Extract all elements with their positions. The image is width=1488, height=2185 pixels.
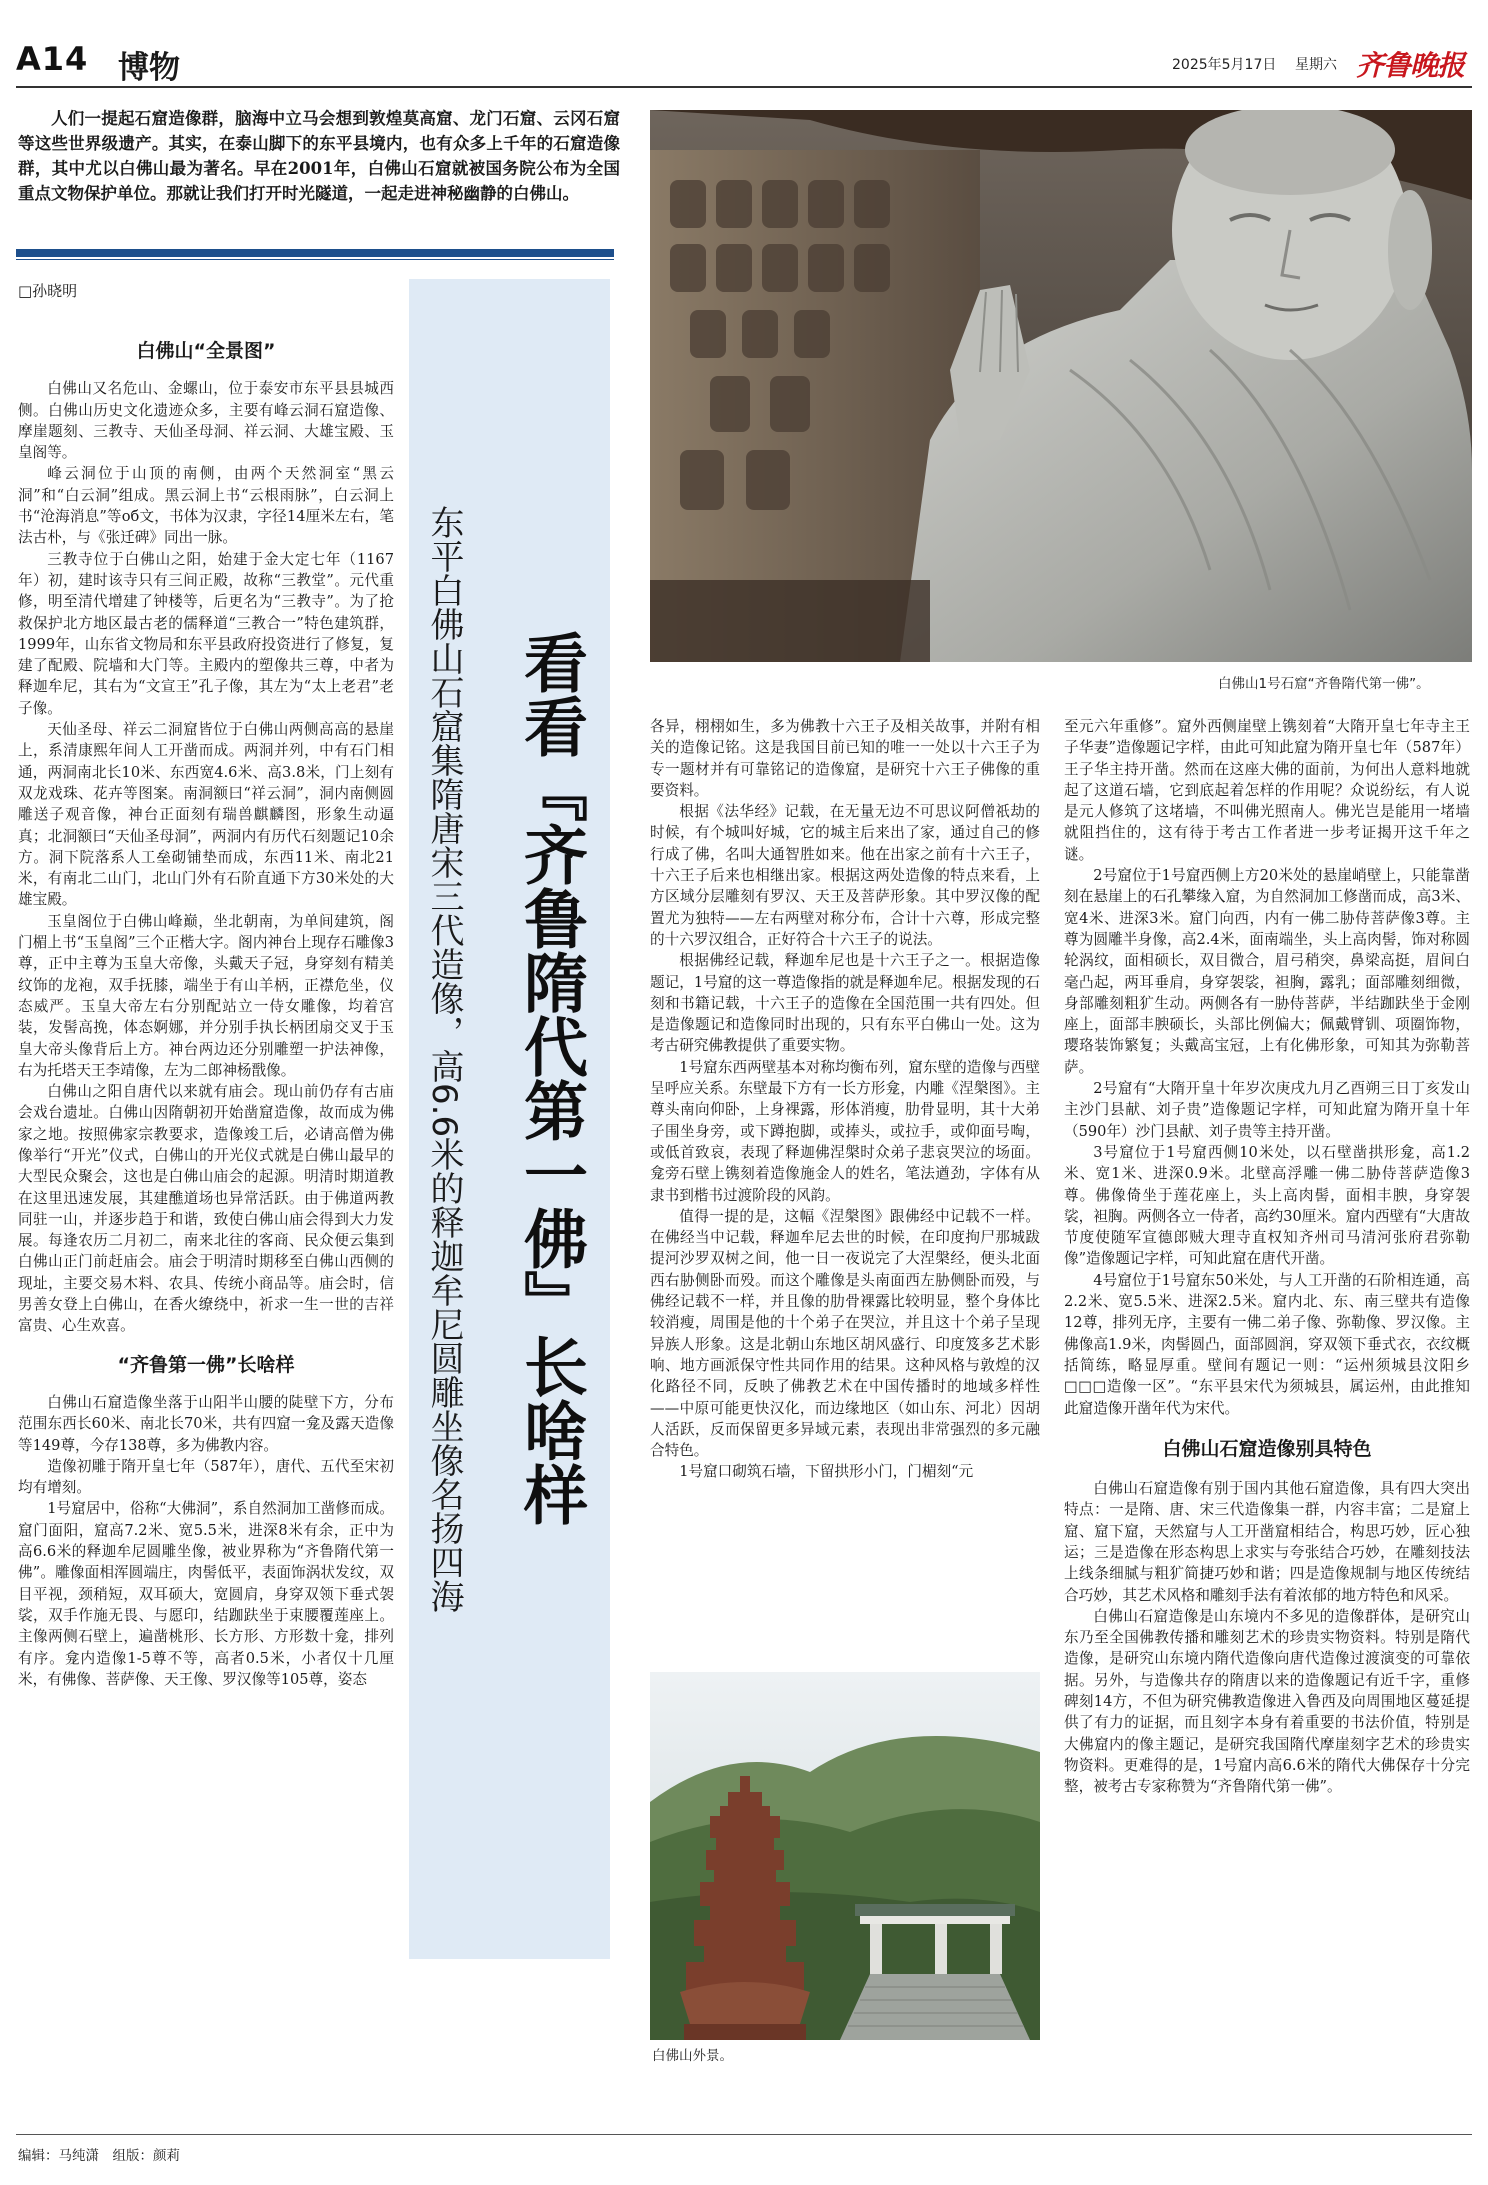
lead-divider-thin	[16, 259, 614, 260]
header-rule	[16, 86, 1472, 88]
article-column-1	[18, 339, 394, 1690]
footer-rule	[16, 2134, 1472, 2135]
mountain-scene-image	[650, 1672, 1040, 2040]
paragraph: 天仙圣母、祥云二洞窟皆位于白佛山两侧高高的悬崖上，系清康熙年间人工开凿而成。两洞并列，中有石门相通，两洞南北长10米、东西宽4.6米、高3.8米，门上刻有双龙戏珠、花卉等图案。南洞额曰“祥云洞”，洞内南侧圆雕送子观音像，神台正面刻有瑞兽麒麟图，形象生动逼真；北洞额曰“天仙圣母洞”，两洞内有历代石刻题记10余方。洞下院落系人工垒砌铺垫而成，东西11米、南北21米，有南北二山门，北山门外有石阶直通下方30米处的大雄宝殿。	[18, 721, 394, 909]
paragraph: 4号窟位于1号窟东50米处，与人工开凿的石阶相连通，高2.2米、宽5.5米、进深2.5米。窟内北、东、南三壁共有造像12尊，排列无序，主要有一佛二弟子像、弥勒像、罗汉像。主佛像高1.9米，肉髻圆凸，面部圆润，穿双领下垂式衣，衣纹概括简练，略显厚重。壁间有题记一则：“运州须城县汶阳乡□□□造像一区”。“东平县宋代为须城县，属运州，由此推知此窟造像开凿年代为宋代。	[1064, 1271, 1470, 1417]
issue-date: 2025年5月17日	[1172, 57, 1277, 73]
byline: □孙晓明	[18, 282, 78, 300]
top-photo-caption: 白佛山1号石窟“齐鲁隋代第一佛”。	[1218, 676, 1430, 692]
paragraph: 三教寺位于白佛山之阳，始建于金大定七年（1167年）初，建时该寺只有三间正殿，故称“三教堂”。元代重修，明至清代增建了钟楼等，后更名为“三教寺”。为了抢救保护北方地区最古老的儒释道“三教合一”特色建筑群，1999年，山东省文物局和东平县政府投资进行了修复，复建了配殿、院墙和大门等。主殿内的塑像共三尊，中者为释迦牟尼，其右为“文宣王”孔子像，其左为“太上老君”老子像。	[18, 550, 394, 717]
paragraph: 白佛山又名危山、金螺山，位于泰安市东平县县城西侧。白佛山历史文化遗迹众多，主要有峰云洞石窟造像、摩崖题刻、三教寺、天仙圣母洞、祥云洞、大雄宝殿、玉皇阁等。	[18, 380, 394, 462]
subhead-first-buddha: “齐鲁第一佛”长啥样	[117, 1353, 295, 1376]
paragraph: 白佛山石窟造像坐落于山阳半山腰的陡壁下方，分布范围东西长60米、南北长70米，共有四窟一龛及露天造像等149尊，今存138尊，多为佛教内容。	[18, 1393, 394, 1454]
lead-paragraph: 人们一提起石窟造像群，脑海中立马会想到敦煌莫高窟、龙门石窟、云冈石窟等这些世界级遗产。其实，在泰山脚下的东平县境内，也有众多上千年的石窟造像群，其中尤以白佛山最为著名。早在2001年，白佛山石窟就被国务院公布为全国重点文物保护单位。那就让我们打开时光隧道，一起走进神秘幽静的白佛山。	[18, 109, 620, 203]
paragraph: 2号窟有“大隋开皇十年岁次庚戌九月乙酉朔三日丁亥发山主沙门县献、刘子贵”造像题记字样，可知此窟为隋开皇十年（590年）沙门县献、刘子贵等主持开凿。	[1064, 1080, 1470, 1140]
bottom-photo-caption: 白佛山外景。	[652, 2048, 733, 2064]
buddha-photo	[650, 110, 1472, 662]
editor-credits: 编辑：马纯潇 组版：颜莉	[18, 2148, 180, 2164]
issue-weekday: 星期六	[1295, 57, 1337, 73]
paragraph: 根据佛经记载，释迦牟尼也是十六王子之一。根据造像题记，1号窟的这一尊造像指的就是释迦牟尼。根据发现的石刻和书籍记载，十六王子的造像在全国范围一共有四处。但是造像题记和造像同时出现的，只有东平白佛山一处。这为考古研究佛教提供了重要实物。	[650, 952, 1040, 1055]
paragraph: 玉皇阁位于白佛山峰巅，坐北朝南，为单间建筑，阁门楣上书“玉皇阁”三个正楷大字。阁内神台上现存石雕像3尊，正中主尊为玉皇大帝像，头戴天子冠，身穿刻有精美纹饰的龙袍，双手抚膝，端坐于有山羊柄，正襟危坐，仪态威严。玉皇大帝左右分别配站立一侍女雕像，均着宫装，发髻高挽，体态婀娜，并分别手执长柄团扇交叉于玉皇大帝头像背后上方。神台两边还分别雕塑一护法神像，右为托塔天王李靖像，左为二郎神杨戬像。	[18, 912, 394, 1079]
section-name: 博物	[118, 50, 180, 86]
headline: 看看『齐鲁隋代第一佛』长啥样	[513, 630, 588, 1526]
paragraph: 白佛山石窟造像有别于国内其他石窟造像，具有四大突出特点：一是隋、唐、宋三代造像集一群，内容丰富；二是窟上窟、窟下窟，天然窟与人工开凿窟相结合，构思巧妙，匠心独运；三是造像在形态构思上求实与夸张结合巧妙，在雕刻技法上线条细腻与粗犷简捷巧妙和谐；四是造像规制与地区传统结合巧妙，其艺术风格和雕刻手法有着浓郁的地方特色和风采。	[1064, 1480, 1470, 1604]
paragraph: 造像初雕于隋开皇七年（587年），唐代、五代至宋初均有增刻。	[18, 1457, 394, 1497]
paragraph: 1号窟口砌筑石墙，下留拱形小门，门楣刻“元	[679, 1463, 974, 1481]
paragraph: 1号窟东西两壁基本对称均衡布列，窟东壁的造像与西壁呈呼应关系。东壁最下方有一长方形龛，内雕《涅槃图》。主尊头南向仰卧，上身裸露，形体消瘦，肋骨显明，其十大弟子围坐身旁，或下蹲抱脚，或捧头，或拉手，或仰面号啕，或低首致哀，表现了释迦佛涅槃时众弟子悲哀哭泣的场面。龛旁石壁上镌刻着造像施金人的姓名，笔法遒劲，字体有从隶书到楷书过渡阶段的风韵。	[650, 1058, 1040, 1204]
article-column-2	[650, 716, 1040, 1483]
paragraph: 白佛山之阳自唐代以来就有庙会。现山前仍存有古庙会戏台遗址。白佛山因隋朝初开始凿窟造像，故而成为佛家之地。按照佛家宗教要求，造像竣工后，必请高僧为佛像举行“开光”仪式，白佛山的开光仪式就是白佛山最早的大型民众聚会，这也是白佛山庙会的起源。明清时期道教在这里迅速发展，其建醮道场也异常活跃。由于佛道两教同驻一山，并逐步趋于和谐，致使白佛山庙会得到大力发展。每逢农历二月初二，南来北往的客商、民众便云集到白佛山正门前赶庙会。庙会于明清时期移至白佛山西侧的现址，主要交易木料、农具、传统小商品等。庙会时，信男善女登上白佛山，在香火缭绕中，祈求一生一世的吉祥富贵、心生欢喜。	[18, 1083, 394, 1335]
lead-divider	[16, 249, 614, 257]
buddha-statue-image	[650, 110, 1472, 662]
paragraph: 3号窟位于1号窟西侧10米处，以石壁凿拱形龛，高1.2米、宽1米、进深0.9米。北壁高浮雕一佛二胁侍菩萨造像3尊。佛像倚坐于莲花座上，头上高肉髻，面相丰腴，身穿袈裟，袒胸。两侧各立一侍者，高约30厘米。窟内西壁有“大唐故节度使随军宣德郎贼大理寺直权知齐州司马清河张府君弥勒像”造像题记字样，可知此窟在唐代开凿。	[1064, 1143, 1470, 1268]
page-number: A14	[16, 40, 89, 78]
subhead-features: 白佛山石窟造像别具特色	[1162, 1437, 1372, 1460]
newspaper-logo: 齐鲁晚报	[1356, 49, 1465, 82]
paragraph: 2号窟位于1号窟西侧上方20米处的悬崖峭壁上，只能靠凿刻在悬崖上的石孔攀缘入窟，为自然洞加工修凿而成，高3米、宽4米、进深3米。窟门向西，内有一佛二胁侍菩萨像3尊。主尊为圆雕半身像，高2.4米，面南端坐，头上高肉髻，饰对称圆轮涡纹，面相硕长，双目微合，眉弓稍突，鼻梁高挺，眉间白毫凸起，两耳垂肩，身穿袈裟，袒胸，露乳；面部雕刻细微，身部雕刻粗犷生动。两侧各有一胁侍菩萨，半结跏趺坐于金刚座上，面部丰腴硕长，头部比例偏大；佩戴臂钏、项圈饰物，璎珞装饰繁复；头戴高宝冠，上有化佛形象，可知其为弥勒菩萨。	[1064, 867, 1470, 1076]
article-column-3	[1064, 716, 1470, 1798]
paragraph: 白佛山石窟造像是山东境内不多见的造像群体，是研究山东乃至全国佛教传播和雕刻艺术的珍贵实物资料。特别是隋代造像，是研究山东境内隋代造像向唐代造像过渡演变的可靠依据。另外，与造像共存的隋唐以来的造像题记有近千字，重修碑刻14方，不但为研究佛教造像进入鲁西及向周围地区蔓延提供了有力的证据，而且刻字本身有着重要的书法价值，特别是大佛窟内的像主题记，是研究我国隋代摩崖刻字艺术的珍贵实物资料。更难得的是，1号窟内高6.6米的隋代大佛保存十分完整，被考古专家称赞为“齐鲁隋代第一佛”。	[1064, 1607, 1470, 1796]
paragraph: 峰云洞位于山顶的南侧，由两个天然洞室“黑云洞”和“白云洞”组成。黑云洞上书“云根雨脉”，白云洞上书“沧海消息”等об文，书体为汉隶，字径14厘米左右，笔法古朴，与《张迁碑》同出一脉。	[18, 465, 394, 547]
sub-headline: 东平白佛山石窟集隋唐宋三代造像，高6.6米的释迦牟尼圆雕坐像名扬四海	[424, 505, 464, 1614]
paragraph: 1号窟居中，俗称“大佛洞”，系自然洞加工凿修而成。窟门面阳，窟高7.2米、宽5.5米，进深8米有余，正中为高6.6米的释迦牟尼圆雕坐像，被业界称为“齐鲁隋代第一佛”。雕像面相浑圆端庄，肉髻低平，表面饰涡状发纹，双目平视，颈稍短，双耳硕大，宽圆肩，身穿双领下垂式袈裟，双手作施无畏、与愿印，结跏趺坐于束腰覆莲座上。主像两侧石壁上，遍凿桃形、长方形、方形数十龛，排列有序。龛内造像1-5尊不等，高者0.5米，小者仅十几厘米，有佛像、菩萨像、天王像、罗汉像等105尊，姿态	[18, 1500, 394, 1688]
paragraph: 各异，栩栩如生，多为佛教十六王子及相关故事，并附有相关的造像记铭。这是我国目前已知的唯一一处以十六王子为专一题材并有可靠铭记的造像窟，是研究十六王子佛像的重要资料。	[650, 718, 1040, 799]
paragraph: 根据《法华经》记载，在无量无边不可思议阿僧祇劫的时候，有个城叫好城，它的城主后来出了家，通过自己的修行成了佛，名叫大通智胜如来。他在出家之前有十六王子，十六王子后来也相继出家。根据这两处造像的特点来看，上方区域分层雕刻有罗汉、天王及菩萨形象。其中罗汉像的配置尤为独特——左右两壁对称分布，合计十六尊，形成完整的十六罗汉组合，正好符合十六王子的说法。	[650, 803, 1040, 948]
paragraph: 值得一提的是，这幅《涅槃图》跟佛经中记载不一样。在佛经当中记载，释迦牟尼去世的时候，在印度拘尸那城跋提河沙罗双树之间，他一日一夜说完了大涅槃经，便头北面西右胁侧卧而殁。而这个雕像是头南面西左胁侧卧而殁，与佛经记载不一样，并且像的肋骨裸露比较明显，整个身体比较消瘦，周围是他的十个弟子在哭泣，并且这十个弟子呈现异族人形象。这是北朝山东地区胡风盛行、印度笈多艺术影响、地方画派保守性共同作用的结果。这种风格与敦煌的汉化路径不同，反映了佛教艺术在中国传播时的地域多样性——中原可能更快汉化，而边缘地区（如山东、河北）因胡人活跃，反而保留更多异域元素，表现出非常强烈的多元融合特色。	[650, 1207, 1040, 1460]
subhead-panorama: 白佛山“全景图”	[136, 340, 276, 362]
paragraph: 至元六年重修”。窟外西侧崖壁上镌刻着“大隋开皇七年寺主王子华妻”造像题记字样，由此可知此窟为隋开皇七年（587年）王子华主持开凿。然而在这座大佛的面前，为何出人意料地就起了这道石墙，它到底起着怎样的作用呢？众说纷纭，有人说是元人修筑了这堵墙，不叫佛光照南人。佛光岂是能用一堵墙就阻挡住的，这有待于考古工作者进一步考证揭开这千年之谜。	[1064, 718, 1470, 863]
mountain-photo	[650, 1672, 1040, 2040]
